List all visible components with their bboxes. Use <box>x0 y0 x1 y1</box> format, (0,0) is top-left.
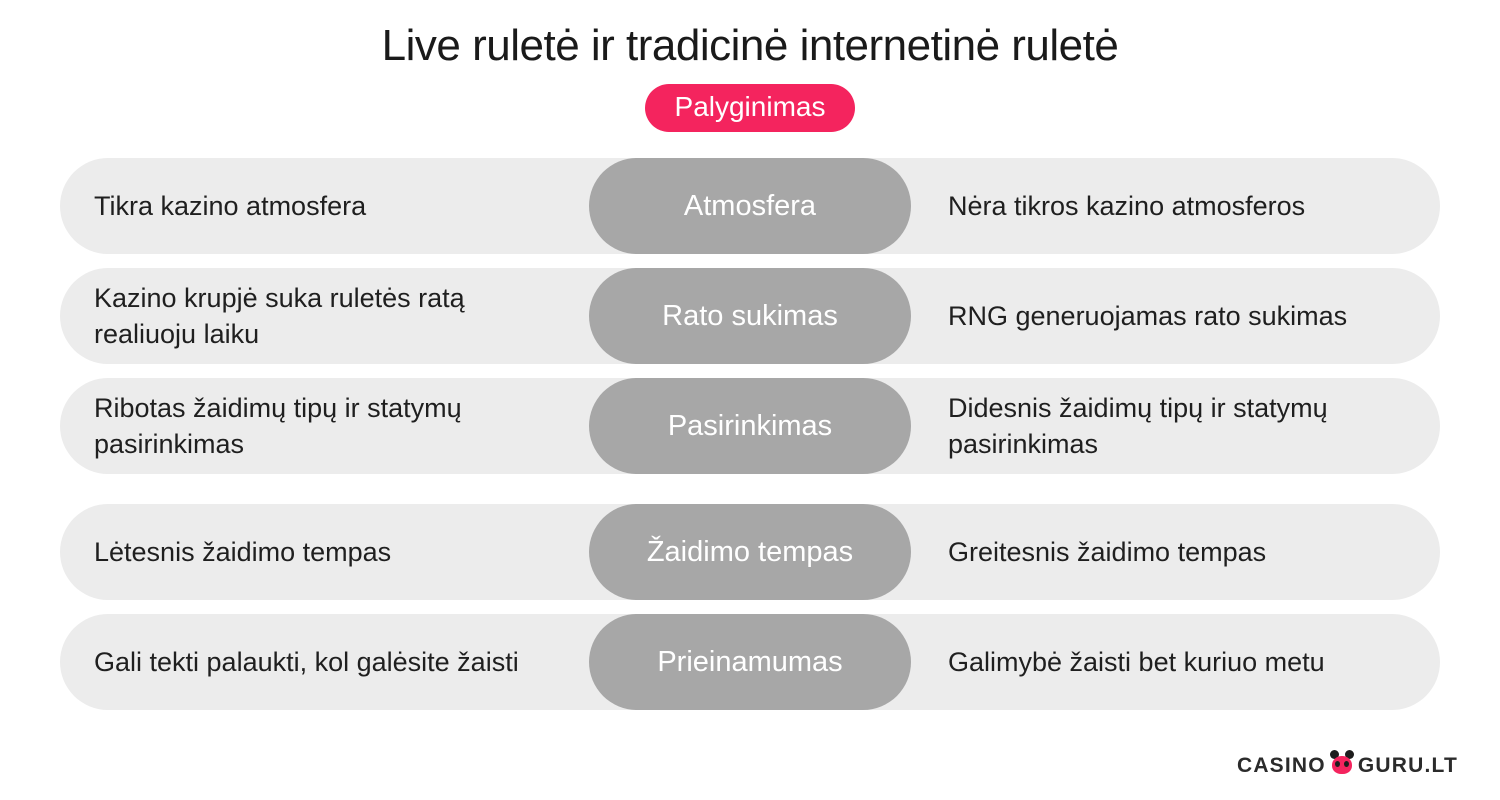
row-right-value: Greitesnis žaidimo tempas <box>948 537 1267 568</box>
comparison-badge: Palyginimas <box>645 84 856 132</box>
row-right-value: Nėra tikros kazino atmosferos <box>948 191 1306 222</box>
table-row <box>60 504 1440 600</box>
table-row <box>60 268 1440 364</box>
row-category-label: Atmosfera <box>589 158 911 254</box>
panda-icon <box>1329 748 1355 778</box>
row-left-value: Ribotas žaidimų tipų ir statymų pasirinkimas <box>94 392 462 460</box>
comparison-table <box>0 158 1500 710</box>
table-row <box>60 158 1440 254</box>
badge-container <box>0 84 1500 132</box>
row-right-value: Galimybė žaisti bet kuriuo metu <box>948 647 1325 678</box>
brand-logo <box>1237 748 1458 778</box>
row-category-label: Prieinamumas <box>589 614 911 710</box>
row-right-value: Didesnis žaidimų tipų ir statymų pasirinkimas <box>948 392 1328 460</box>
row-category-label: Žaidimo tempas <box>589 504 911 600</box>
row-left-value: Lėtesnis žaidimo tempas <box>94 537 392 568</box>
table-row <box>60 378 1440 474</box>
row-category-label: Rato sukimas <box>589 268 911 364</box>
row-left-value: Tikra kazino atmosfera <box>94 191 367 222</box>
row-right-value: RNG generuojamas rato sukimas <box>948 301 1348 332</box>
logo-text-right: GURU.LT <box>1357 754 1458 777</box>
page-title: Live ruletė ir tradicinė internetinė ruletė <box>381 21 1119 70</box>
row-category-label: Pasirinkimas <box>589 378 911 474</box>
logo-text-left: CASINO <box>1236 754 1326 777</box>
row-left-value: Kazino krupjė suka ruletės ratą realiuoju laiku <box>94 282 465 350</box>
table-row <box>60 614 1440 710</box>
row-left-value: Gali tekti palaukti, kol galėsite žaisti <box>94 647 519 678</box>
